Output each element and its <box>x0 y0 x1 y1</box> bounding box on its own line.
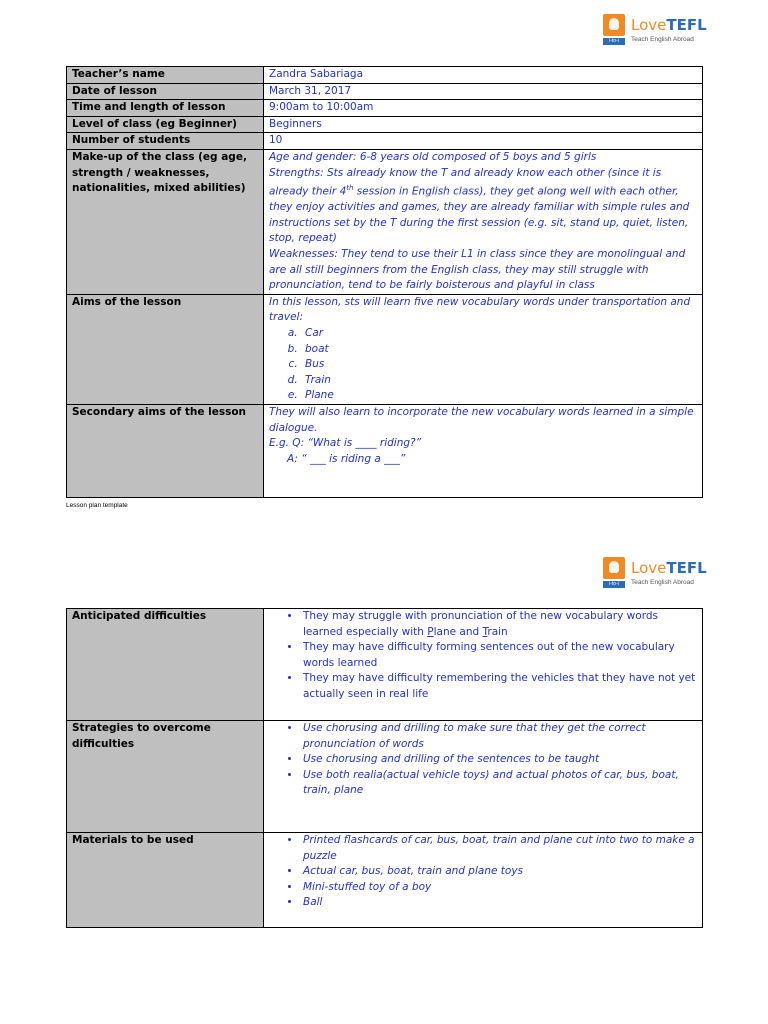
lovetefl-logo <box>603 557 707 589</box>
time-value: 9:00am to 10:00am <box>264 100 703 117</box>
footer-note: Lesson plan template <box>66 502 128 509</box>
brand-tagline: Teach English Abroad <box>631 36 694 43</box>
material-item: • Ball <box>301 895 697 911</box>
strategies-value <box>264 721 703 833</box>
difficulty-item: • They may have difficulty remembering the vehicles that they have not yet actually seen in real life <box>301 671 697 702</box>
strategies-label: Strategies to overcome difficulties <box>67 721 264 833</box>
level-value: Beginners <box>264 116 703 133</box>
materials-label: Materials to be used <box>67 833 264 928</box>
makeup-weaknesses: Weaknesses: They tend to use their L1 in class since they are monolingual and are all still beginners from the English class, they may still struggle with pronunciation, tend to be fairly boisterous and playful in class <box>269 248 686 292</box>
lesson-info-table <box>66 66 703 498</box>
strategy-item: • Use both realia(actual vehicle toys) and actual photos of car, bus, boat, train, plane <box>301 768 697 799</box>
class-makeup-value <box>264 149 703 294</box>
secondary-aims-label: Secondary aims of the lesson <box>67 404 264 497</box>
material-item: • Printed flashcards of car, bus, boat, train and plane cut into two to make a puzzle <box>301 833 697 864</box>
aims-label: Aims of the lesson <box>67 294 264 404</box>
strategy-item: • Use chorusing and drilling to make sure that they get the correct pronunciation of words <box>301 721 697 752</box>
aims-value <box>264 294 703 404</box>
lovetefl-hand-icon: i-to-i <box>603 557 625 589</box>
aim-item: e. Plane <box>301 388 697 404</box>
lovetefl-logo <box>603 14 707 46</box>
aim-item: b. boat <box>301 342 697 358</box>
date-label: Date of lesson <box>67 83 264 100</box>
students-label: Number of students <box>67 133 264 150</box>
secondary-aims-value: They will also learn to incorporate the new vocabulary words learned in a simple dialogue. E.g. Q: “What is ____ riding?” A: “ ___ is riding a ___” <box>264 404 703 497</box>
makeup-age: Age and gender: 6-8 years old composed of 5 boys and 5 girls <box>269 150 597 163</box>
brand-tagline: Teach English Abroad <box>631 579 694 586</box>
aim-item: c. Bus <box>301 357 697 373</box>
aim-item: d. Train <box>301 373 697 389</box>
material-item: • Actual car, bus, boat, train and plane toys <box>301 864 697 880</box>
brand-name: LoveTEFL <box>631 16 707 34</box>
difficulty-item: • They may struggle with pronunciation of the new vocabulary words learned especially with Plane and Train <box>301 609 697 640</box>
teacher-label: Teacher’s name <box>67 67 264 84</box>
difficulty-item: • They may have difficulty forming sentences out of the new vocabulary words learned <box>301 640 697 671</box>
aims-intro: In this lesson, sts will learn five new vocabulary words under transportation and travel: <box>269 295 691 324</box>
teacher-value: Zandra Sabariaga <box>264 67 703 84</box>
students-value: 10 <box>264 133 703 150</box>
date-value: March 31, 2017 <box>264 83 703 100</box>
time-label: Time and length of lesson <box>67 100 264 117</box>
level-label: Level of class (eg Beginner) <box>67 116 264 133</box>
class-makeup-label: Make-up of the class (eg age, strength / weaknesses, nationalities, mixed abilities) <box>67 149 264 294</box>
materials-value <box>264 833 703 928</box>
makeup-strengths: Strengths: Sts already know the T and already know each other (since it is already their 4th session in English class), they get along well with each other, they enjoy activities and games, they are already familiar with simple rules and instructions set by the T during the first session (e.g. sit, stand up, quiet, listen, stop, repeat) <box>269 166 690 245</box>
material-item: • Mini-stuffed toy of a boy <box>301 880 697 896</box>
difficulties-table <box>66 608 703 928</box>
difficulties-label: Anticipated difficulties <box>67 609 264 721</box>
aim-item: a. Car <box>301 326 697 342</box>
strategy-item: • Use chorusing and drilling of the sentences to be taught <box>301 752 697 768</box>
brand-name: LoveTEFL <box>631 559 707 577</box>
lovetefl-hand-icon: i-to-i <box>603 14 625 46</box>
difficulties-value <box>264 609 703 721</box>
aims-list <box>269 326 697 404</box>
